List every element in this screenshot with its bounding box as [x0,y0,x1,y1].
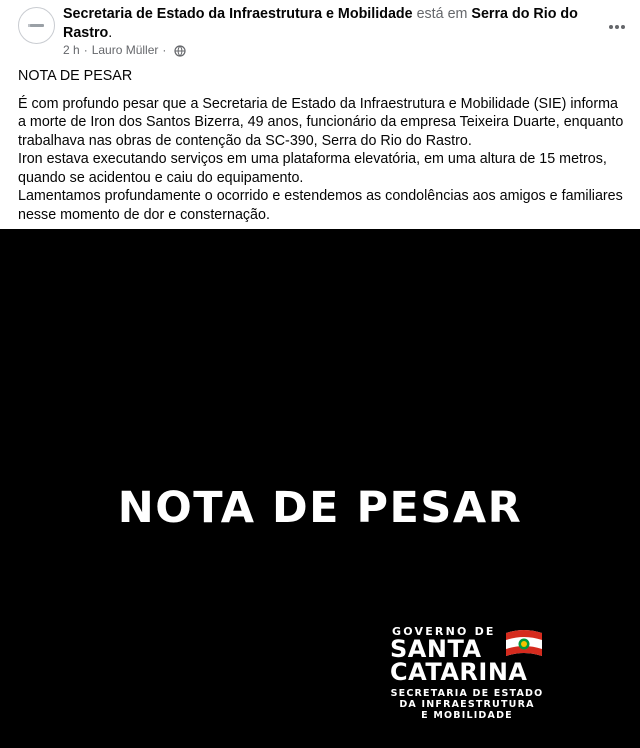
logo-sub-3: E MOBILIDADE [421,710,513,721]
post-place[interactable]: Lauro Müller [91,43,159,57]
author-name[interactable]: Secretaria de Estado da Infraestrutura e Mobilidade [63,6,413,22]
logo-subtitle [390,688,544,721]
more-options-button[interactable] [605,15,629,39]
post-image[interactable] [0,229,640,748]
avatar-logo-bar [30,24,44,27]
logo-line-1: GOVERNO DE [392,625,496,638]
logo-line-2: SANTA [390,635,482,663]
location-suffix: . [108,25,113,41]
post-paragraph-2: Iron estava executando serviços em uma plataforma elevatória, em uma altura de 15 metros, quando se acidentou e caiu do equipamento. [18,151,607,186]
logo-sub-1: SECRETARIA DE ESTADO [390,688,544,699]
post-meta [63,43,186,58]
post-heading: NOTA DE PESAR [18,68,133,84]
image-title: NOTA DE PESAR [117,483,523,533]
post-title-line [63,5,583,43]
meta-separator-2: · [162,43,167,57]
meta-separator: · [83,43,88,57]
avatar[interactable] [18,7,55,44]
santa-catarina-logo [390,625,550,735]
post-header [18,5,622,57]
post-time[interactable]: 2 h [63,43,80,57]
flag-icon [504,629,544,659]
logo-line-3: CATARINA [390,658,528,686]
post-paragraph-1: É com profundo pesar que a Secretaria de Estado da Infraestrutura e Mobilidade (SIE) informa a morte de Iron dos Santos Bizerra, 49 anos, funcionário da empresa Teixeira Duarte, enquanto trabalhava nas obras de contenção da SC-390, Serra do Rio do Rastro. [18,95,624,149]
post-body [18,67,624,224]
location-prefix: está em [416,6,468,22]
globe-icon[interactable] [174,45,186,57]
paragraph-gap [18,86,624,95]
logo-sub-2: DA INFRAESTRUTURA [399,699,535,710]
post-paragraph-3: Lamentamos profundamente o ocorrido e estendemos as condolências aos amigos e familiares nesse momento de dor e consternação. [18,188,623,223]
location-link[interactable]: Serra do Rio do Rastro [63,6,578,41]
more-options-icon [608,24,626,30]
